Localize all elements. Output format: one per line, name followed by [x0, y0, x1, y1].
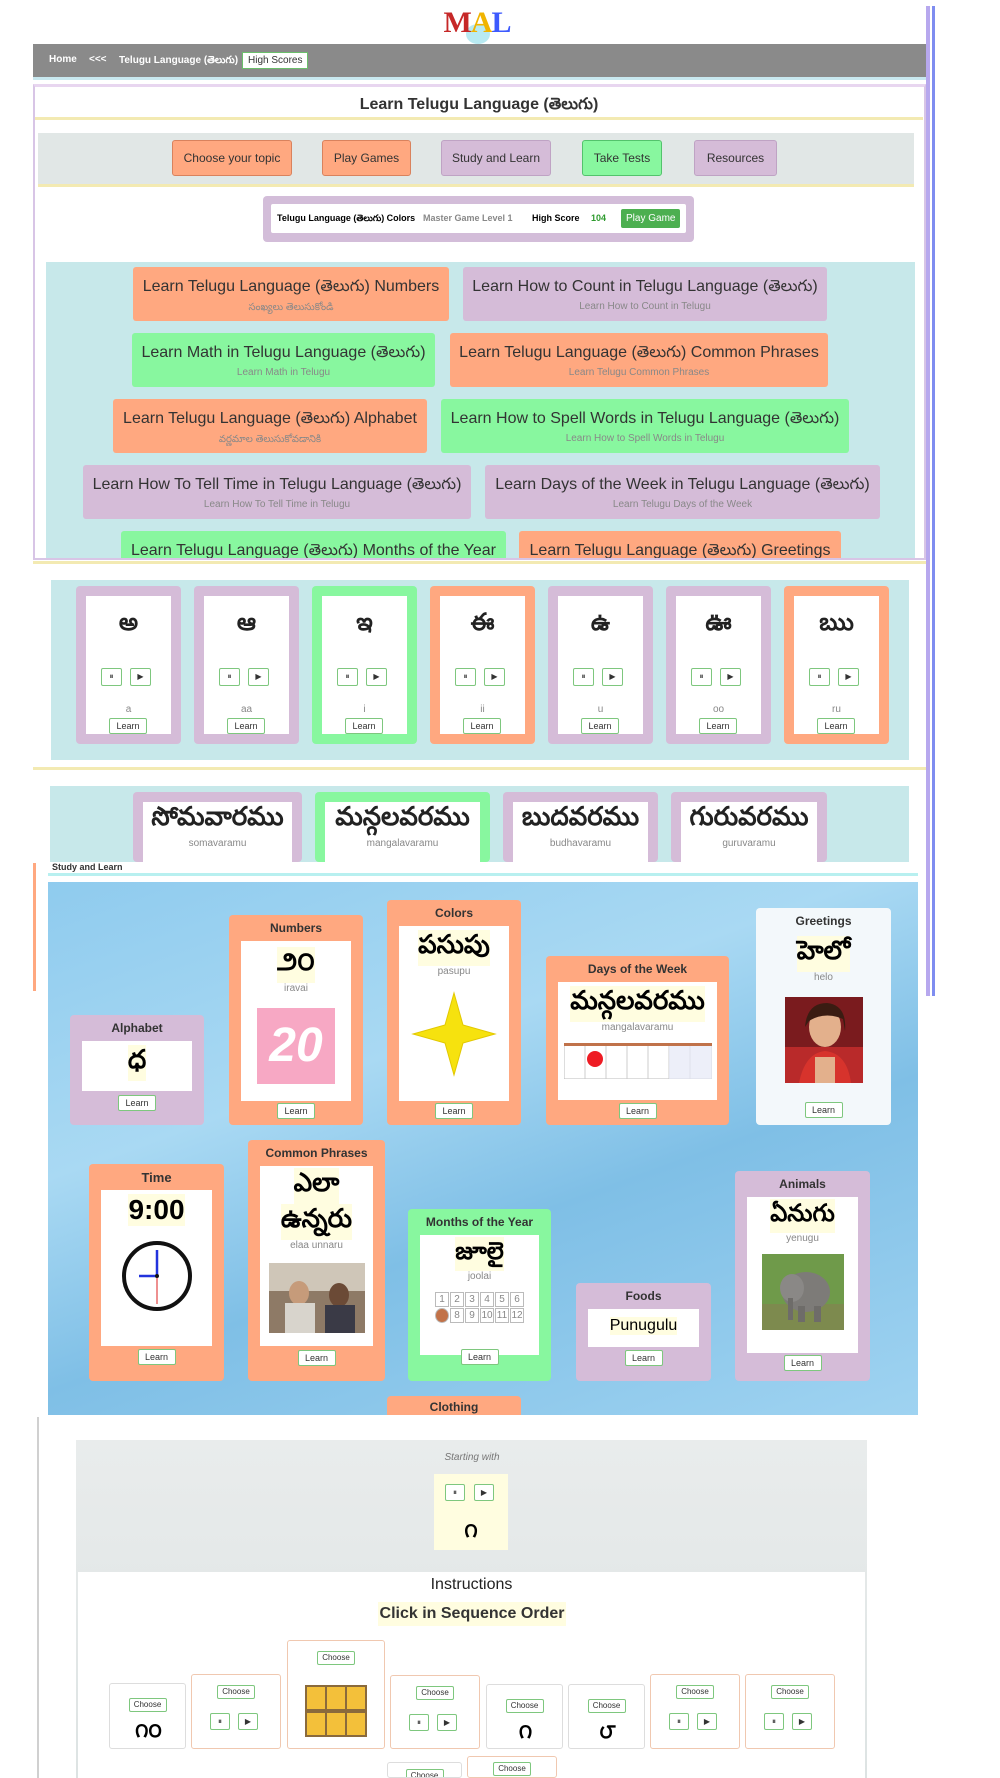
day-glyph: సోమవారము [151, 802, 284, 832]
game-bar-inner [271, 204, 686, 233]
study-glyph: హెలో [797, 936, 851, 972]
yellow-star-icon [411, 991, 497, 1077]
pause-button[interactable]: ⏸ [445, 1484, 465, 1501]
study-card-greetings[interactable] [756, 908, 891, 1125]
topic-subtitle: Learn How to Spell Words in Telugu [565, 433, 725, 444]
pause-button[interactable]: ⏸ [691, 668, 712, 686]
day-card-inner [513, 802, 648, 862]
choose-button[interactable]: Choose [506, 1699, 544, 1713]
tab-play-games[interactable]: Play Games [322, 140, 411, 176]
tab-take-tests[interactable]: Take Tests [582, 140, 662, 176]
choice-card[interactable] [650, 1674, 740, 1749]
topic-title: Learn Telugu Language (తెలుగు) Alphabet [123, 410, 417, 427]
study-card-foods[interactable] [576, 1283, 711, 1381]
clock-icon [121, 1240, 193, 1312]
day-card[interactable] [503, 792, 658, 862]
study-glyph: ౨౦ [277, 947, 315, 983]
topic-subtitle: Learn Math in Telugu [236, 367, 331, 378]
topic-title: Learn Telugu Language (తెలుగు) Common Phrases [459, 344, 819, 361]
study-card-inner [588, 1309, 699, 1347]
study-transliteration: iravai [284, 983, 308, 994]
play-button[interactable]: ▶ [248, 668, 269, 686]
letter-glyph: ఇ [356, 608, 373, 636]
day-card[interactable] [671, 792, 827, 862]
nav-back-link[interactable]: <<< [89, 54, 107, 65]
letter-card-inner [322, 596, 407, 734]
learn-button[interactable]: Learn [298, 1350, 336, 1366]
choose-button[interactable]: Choose [129, 1698, 167, 1712]
high-score-label: High Score [532, 213, 580, 223]
letter-transliteration: u [597, 704, 604, 715]
instructions-heading: Instructions [430, 1576, 513, 1593]
topic-title: Learn Telugu Language (తెలుగు) Numbers [142, 278, 440, 295]
pause-button[interactable]: ⏸ [409, 1714, 429, 1731]
learn-button[interactable]: Learn [805, 1102, 843, 1118]
letter-card [76, 586, 181, 744]
letter-card-inner [204, 596, 289, 734]
logo-letter-l: L [491, 6, 511, 39]
study-card-title: Days of the Week [587, 962, 688, 976]
study-glyph: 9:00 [128, 1194, 185, 1225]
start-glyph: ౧ [464, 1518, 478, 1542]
pause-button[interactable]: ⏸ [337, 668, 358, 686]
starting-card [434, 1474, 508, 1550]
learn-button[interactable]: Learn [699, 718, 737, 734]
learn-button[interactable]: Learn [227, 718, 265, 734]
letter-card [312, 586, 417, 744]
study-card-months[interactable] [408, 1209, 551, 1381]
pause-button[interactable]: ⏸ [764, 1713, 784, 1730]
letter-transliteration: ru [832, 704, 841, 715]
day-glyph: బుదవరము [521, 802, 640, 832]
learn-button[interactable]: Learn [817, 718, 855, 734]
month-cell: 2 [450, 1292, 464, 1307]
study-card-inner [768, 934, 879, 1104]
day-transliteration: guruvaramu [722, 838, 776, 849]
month-cell: 4 [480, 1292, 494, 1307]
learn-button[interactable]: Learn [435, 1103, 473, 1119]
choose-button[interactable]: Choose [217, 1685, 255, 1699]
letter-card [548, 586, 653, 744]
study-word: Punugulu [609, 1317, 678, 1334]
study-card-title: Time [141, 1170, 172, 1185]
letter-card [666, 586, 771, 744]
month-cell: 6 [510, 1292, 524, 1307]
choose-button[interactable]: Choose [317, 1651, 355, 1665]
phrases-photo [269, 1263, 365, 1333]
study-card-phrases[interactable] [248, 1140, 385, 1381]
starting-with-label: Starting with [444, 1452, 500, 1463]
pause-button[interactable]: ⏸ [573, 668, 594, 686]
month-cell: 3 [465, 1292, 479, 1307]
nav-current-link[interactable]: Telugu Language (తెలుగు) [119, 55, 239, 66]
topic-numbers[interactable] [133, 267, 449, 321]
high-score-value: 104 [591, 213, 607, 223]
game-bar [263, 196, 694, 242]
letter-glyph: ఉ [590, 608, 611, 636]
topic-greetings[interactable] [519, 531, 841, 558]
play-button[interactable]: ▶ [697, 1713, 717, 1730]
topic-spell[interactable] [441, 399, 849, 453]
month-cell: 8 [450, 1308, 464, 1323]
pause-button[interactable]: ⏸ [210, 1713, 230, 1730]
day-transliteration: somavaramu [188, 838, 247, 849]
letter-transliteration: ii [480, 704, 485, 715]
study-card-clothing[interactable] [387, 1396, 521, 1415]
choose-button[interactable]: Choose [416, 1686, 454, 1700]
day-glyph: మన్గలవరము [335, 802, 470, 832]
choose-button[interactable]: Choose [676, 1685, 714, 1699]
choice-card[interactable] [486, 1684, 563, 1749]
letter-card-inner [676, 596, 761, 734]
choice-card[interactable] [387, 1762, 462, 1778]
study-section-label: Study and Learn [48, 862, 918, 876]
study-glyph: పసుపు [418, 930, 490, 966]
letter-transliteration: aa [240, 704, 253, 715]
choose-button[interactable]: Choose [406, 1769, 444, 1778]
pause-button[interactable]: ⏸ [669, 1713, 689, 1730]
months-calendar-icon [433, 1292, 527, 1323]
study-card-title: Colors [434, 906, 473, 920]
topic-subtitle: Learn How to Count in Telugu [579, 301, 711, 312]
study-transliteration: mangalavaramu [601, 1022, 674, 1033]
month-marker [435, 1308, 449, 1323]
letter-glyph: ఈ [470, 608, 495, 636]
play-button[interactable]: ▶ [130, 668, 151, 686]
logo-letter-a: A [470, 6, 492, 39]
letter-card [194, 586, 299, 744]
study-glyph: మన్గలవరము [570, 986, 705, 1022]
topic-alphabet[interactable] [113, 399, 427, 453]
topic-count[interactable] [463, 267, 827, 321]
top-navbar [33, 44, 926, 80]
play-button[interactable]: ▶ [484, 668, 505, 686]
month-cell: 12 [511, 1310, 523, 1321]
study-card-title: Animals [779, 1177, 826, 1191]
logo-letter-m: M [443, 6, 471, 39]
play-button[interactable]: ▶ [238, 1713, 258, 1730]
learn-button[interactable]: Learn [625, 1350, 663, 1366]
study-card-title: Greetings [795, 914, 852, 928]
study-card-inner [399, 926, 509, 1101]
side-stripe [926, 6, 930, 996]
page-title: Learn Telugu Language (తెలుగు) [35, 90, 923, 120]
letter-card [784, 586, 889, 744]
day-transliteration: budhavaramu [549, 838, 612, 849]
pause-button[interactable]: ⏸ [455, 668, 476, 686]
topic-subtitle: వర్ణమాల తెలుసుకోవడానికి [218, 434, 322, 445]
cups-image [305, 1685, 367, 1737]
pause-button[interactable]: ⏸ [809, 668, 830, 686]
learn-button[interactable]: Learn [619, 1103, 657, 1119]
choice-card[interactable] [287, 1640, 385, 1749]
high-scores-button[interactable]: High Scores [242, 52, 308, 69]
nav-home-link[interactable]: Home [49, 54, 77, 65]
topic-title: Learn Telugu Language (తెలుగు) Months of the Year [130, 542, 497, 558]
topic-title: Learn Days of the Week in Telugu Language (తెలుగు) [495, 476, 870, 493]
study-card-title: Months of the Year [425, 1215, 534, 1229]
choice-glyph: ౧౦ [135, 1718, 162, 1742]
play-button[interactable]: ▶ [720, 668, 741, 686]
study-glyph: ఏనుగు [770, 1199, 835, 1233]
topic-subtitle: Learn Telugu Days of the Week [612, 499, 753, 510]
game-level: Master Game Level 1 [423, 213, 513, 223]
study-glyph: జూలై [455, 1237, 504, 1271]
study-card-title: Foods [625, 1289, 662, 1303]
topic-subtitle: Learn How To Tell Time in Telugu [203, 499, 351, 510]
day-card-inner [143, 802, 292, 862]
choice-glyph: ౮ [599, 1719, 616, 1743]
study-card-title: Alphabet [111, 1021, 163, 1035]
study-transliteration: yenugu [786, 1233, 819, 1244]
day-glyph: గురువరము [689, 802, 809, 832]
sequence-instruction: Click in Sequence Order [378, 1602, 566, 1626]
study-card-inner [558, 982, 717, 1100]
letter-card-inner [558, 596, 643, 734]
month-cell: 9 [465, 1308, 479, 1323]
topic-title: Learn How to Spell Words in Telugu Language (తెలుగు) [450, 410, 840, 427]
topic-months[interactable] [121, 531, 506, 558]
study-card-inner [82, 1041, 192, 1091]
topic-math[interactable] [132, 333, 435, 387]
pause-button[interactable]: ⏸ [219, 668, 240, 686]
study-glyph: ధ [128, 1045, 146, 1081]
tab-choose-topic[interactable]: Choose your topic [172, 140, 292, 176]
choice-glyph: ౧ [518, 1719, 533, 1743]
letter-card-inner [86, 596, 171, 734]
tab-bar [38, 133, 914, 187]
play-button[interactable]: ▶ [602, 668, 623, 686]
day-card[interactable] [133, 792, 302, 862]
learn-button[interactable]: Learn [277, 1103, 315, 1119]
play-button[interactable]: ▶ [366, 668, 387, 686]
study-card-title: Numbers [269, 921, 322, 935]
letter-card [430, 586, 535, 744]
play-game-button[interactable]: Play Game [621, 209, 680, 228]
letter-transliteration: i [363, 704, 366, 715]
topic-title: Learn How to Count in Telugu Language (తెలుగు) [472, 278, 818, 295]
game-name: Telugu Language (తెలుగు) Colors [277, 213, 416, 223]
learn-button[interactable]: Learn [581, 718, 619, 734]
study-transliteration: joolai [467, 1271, 492, 1282]
play-button[interactable]: ▶ [474, 1484, 494, 1501]
topic-subtitle: Learn Telugu Common Phrases [568, 367, 710, 378]
letter-card-inner [440, 596, 525, 734]
learn-button[interactable]: Learn [118, 1095, 156, 1111]
study-card-days[interactable] [546, 956, 729, 1125]
topic-title: Learn Telugu Language (తెలుగు) Greetings [529, 542, 831, 558]
learn-button[interactable]: Learn [109, 718, 147, 734]
play-button[interactable]: ▶ [838, 668, 859, 686]
learn-button[interactable]: Learn [463, 718, 501, 734]
learn-button[interactable]: Learn [345, 718, 383, 734]
letter-card-inner [794, 596, 879, 734]
site-logo[interactable] [438, 6, 516, 40]
choose-button[interactable]: Choose [771, 1685, 809, 1699]
study-card-inner [101, 1190, 212, 1346]
study-card-numbers[interactable] [229, 915, 363, 1125]
topic-title: Learn Math in Telugu Language (తెలుగు) [141, 344, 426, 361]
study-card-title: Clothing [429, 1400, 479, 1414]
study-card-inner [260, 1166, 373, 1346]
letter-transliteration: a [125, 704, 132, 715]
study-transliteration: elaa unnaru [290, 1240, 343, 1251]
study-glyph: ఉన్నరు [281, 1204, 352, 1240]
letter-glyph: ఊ [705, 608, 732, 636]
choice-card[interactable] [191, 1674, 281, 1749]
topic-subtitle: సంఖ్యలు తెలుసుకోండి [248, 302, 334, 313]
study-transliteration: helo [814, 972, 833, 983]
study-transliteration: pasupu [437, 966, 471, 977]
choice-card[interactable] [467, 1756, 557, 1778]
letter-transliteration: oo [712, 704, 725, 715]
letter-glyph: అ [118, 608, 139, 636]
tab-study-learn[interactable]: Study and Learn [441, 140, 551, 176]
day-transliteration: mangalavaramu [366, 838, 439, 849]
letter-glyph: ఆ [236, 608, 257, 636]
elephant-photo [762, 1254, 844, 1330]
month-cell: 11 [496, 1310, 508, 1321]
play-button[interactable]: ▶ [437, 1714, 457, 1731]
day-card[interactable] [315, 792, 490, 862]
topic-time[interactable] [83, 465, 471, 519]
choice-card[interactable] [109, 1683, 186, 1749]
tab-resources[interactable]: Resources [694, 140, 777, 176]
month-cell: 5 [495, 1292, 509, 1307]
topic-title: Learn How To Tell Time in Telugu Language (తెలుగు) [92, 476, 462, 493]
day-card-inner [681, 802, 817, 862]
choice-card[interactable] [568, 1684, 645, 1749]
pause-button[interactable]: ⏸ [101, 668, 122, 686]
number-twenty-image: 20 [257, 1008, 335, 1084]
study-card-time[interactable] [89, 1164, 224, 1381]
month-cell: 10 [481, 1310, 493, 1321]
side-stripe [932, 6, 935, 996]
study-card-inner [241, 941, 351, 1101]
day-card-inner [325, 802, 480, 862]
study-card-colors[interactable] [387, 900, 521, 1125]
greeting-woman-photo [785, 997, 863, 1083]
choose-button[interactable]: Choose [588, 1699, 626, 1713]
topic-phrases[interactable] [450, 333, 828, 387]
learn-button[interactable]: Learn [138, 1349, 176, 1365]
learn-button[interactable]: Learn [461, 1349, 499, 1365]
play-button[interactable]: ▶ [792, 1713, 812, 1730]
study-card-title: Common Phrases [265, 1146, 368, 1160]
study-glyph: ఎలా [294, 1168, 340, 1204]
study-card-alphabet[interactable] [70, 1015, 204, 1125]
learn-button[interactable]: Learn [784, 1355, 822, 1371]
choice-card[interactable] [745, 1674, 835, 1749]
month-cell: 1 [435, 1292, 449, 1307]
study-card-inner [747, 1197, 858, 1353]
study-card-animals[interactable] [735, 1171, 870, 1381]
choice-card[interactable] [390, 1675, 480, 1749]
study-card-inner [420, 1235, 539, 1355]
topic-days[interactable] [485, 465, 880, 519]
letter-glyph: ఋ [819, 608, 854, 636]
choose-button[interactable]: Choose [493, 1762, 531, 1776]
calendar-week-icon [564, 1043, 712, 1079]
